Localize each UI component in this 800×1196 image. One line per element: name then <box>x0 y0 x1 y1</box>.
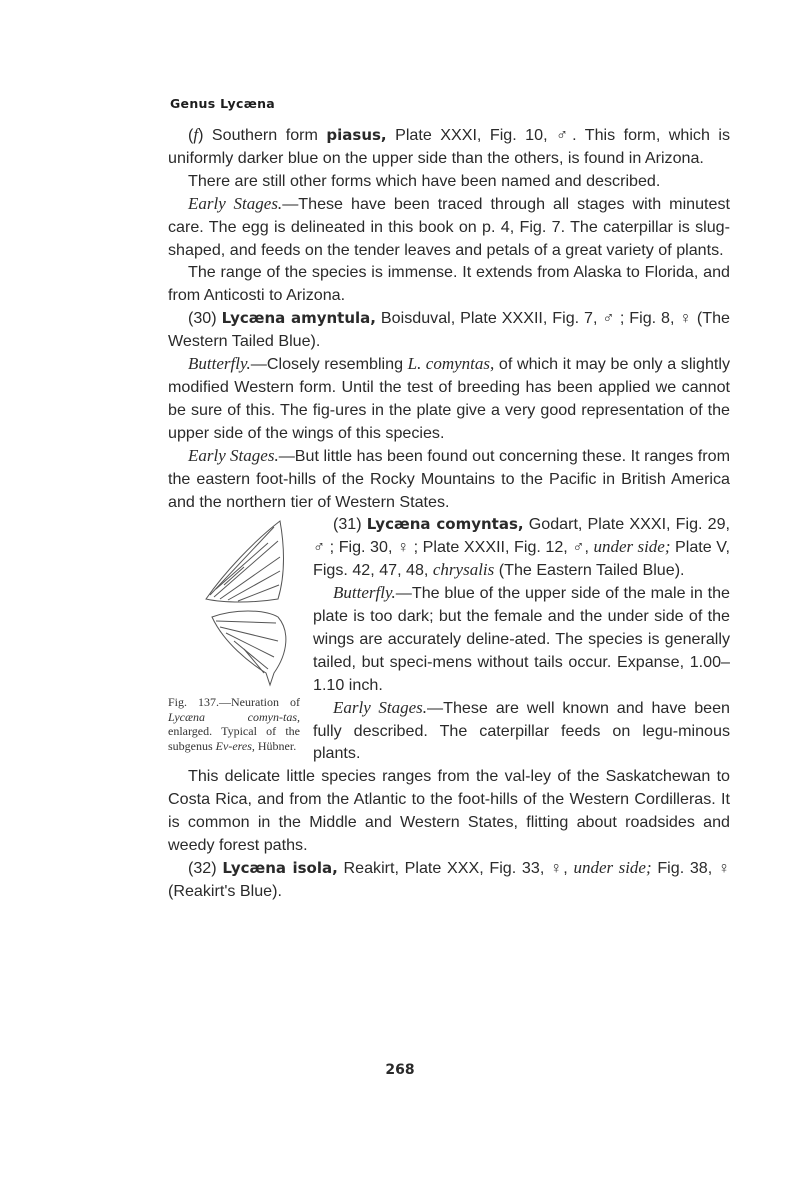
paragraph-amyntula: (30) Lycæna amyntula, Boisduval, Plate XXXII, Fig. 7, ♂ ; Fig. 8, ♀ (The Western Tailed Blue). <box>168 309 730 351</box>
paragraph-early-stages-3: Early Stages.—These are well known and have been fully described. The caterpillar feeds on legu-minous plants. <box>313 697 730 763</box>
wing-neuration-illustration <box>194 513 294 693</box>
figure-wrap <box>168 513 730 765</box>
paragraph-isola: (32) Lycæna isola, Reakirt, Plate XXX, Fig. 33, ♀, under side; Fig. 38, ♀ (Reakirt's Blue). <box>168 858 730 900</box>
page-number: 268 <box>385 1062 415 1078</box>
paragraph-range-1: The range of the species is immense. It extends from Alaska to Florida, and from Anticosti to Arizona. <box>168 263 730 305</box>
paragraph-piasus: (f) Southern form piasus, Plate XXXI, Fig. 10, ♂. This form, which is uniformly darker blue on the upper side than the others, is found in Arizona. <box>168 125 731 167</box>
figure-137 <box>168 513 300 753</box>
running-header: Genus Lycæna <box>170 96 276 111</box>
body-text <box>168 124 730 903</box>
figure-side-text <box>313 513 730 765</box>
paragraph-early-stages-1: Early Stages.—These have been traced through all stages with minutest care. The egg is delineated in this book on p. 4, Fig. 7. The caterpillar is slug-shaped, and feeds on the tender leaves and petals of a great variety of plants. <box>168 193 730 259</box>
paragraph-other-forms: There are still other forms which have been named and described. <box>188 171 661 190</box>
figure-caption: Fig. 137.—Neuration of Lycæna comyn-tas, enlarged. Typical of the subgenus Ev-eres, Hübner. <box>168 695 300 753</box>
paragraph-butterfly-amyntula: Butterfly.—Closely resembling L. comyntas, of which it may be only a slightly modified Western form. Until the test of breeding has been applied we cannot be sure of this. The fig-ures in the plate give a very good representation of the upper side of the wings of this species. <box>168 354 730 442</box>
paragraph-butterfly-comyntas: Butterfly.—The blue of the upper side of the male in the plate is too dark; but the female and the under side of the wings are accurately deline-ated. The species is generally tailed, but speci-mens without tails occur. Expanse, 1.00–1.10 inch. <box>313 583 730 694</box>
paragraph-comyntas: (31) Lycæna comyntas, Godart, Plate XXXI, Fig. 29, ♂ ; Fig. 30, ♀ ; Plate XXXII, Fig. 12, ♂, under side; Plate V, Figs. 42, 47, 48, chrysalis (The Eastern Tailed Blue). <box>313 515 730 580</box>
paragraph-early-stages-2: Early Stages.—But little has been found out concerning these. It ranges from the eastern foot-hills of the Rocky Mountains to the Pacific in British America and the northern tier of Western States. <box>168 445 730 511</box>
paragraph-range-comyntas: This delicate little species ranges from the val-ley of the Saskatchewan to Costa Rica, and from the Atlantic to the foot-hills of the Western Cordilleras. It is common in the Middle and Western States, flitting about roadsides and weedy forest paths. <box>168 767 730 855</box>
